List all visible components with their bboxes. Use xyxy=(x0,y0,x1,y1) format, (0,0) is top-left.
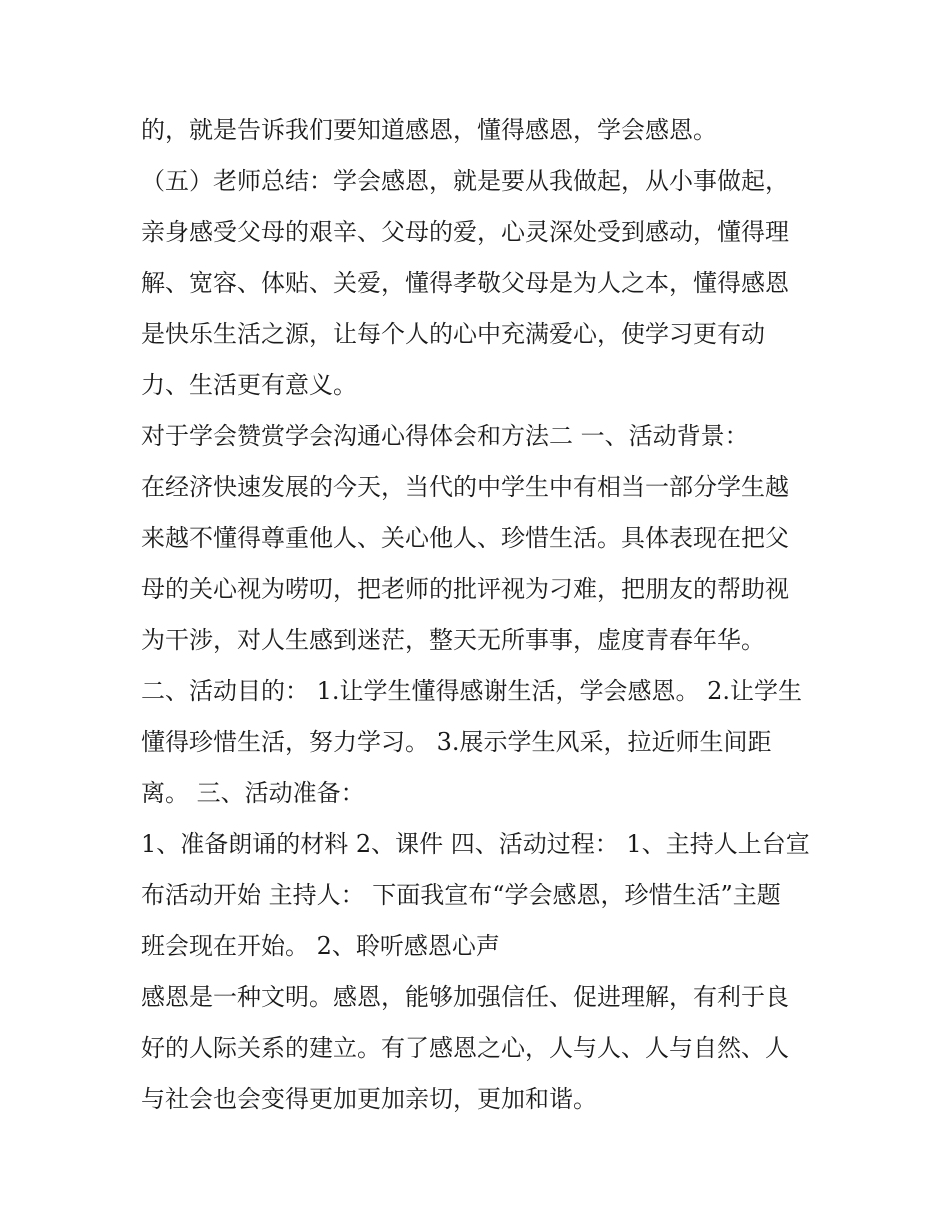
text-line: 二、活动目的： 1.让学生懂得感谢生活，学会感恩。 2.让学生 xyxy=(141,677,803,705)
text-line: （五）老师总结：学会感恩，就是要从我做起，从小事做起， xyxy=(141,167,789,195)
text-line: 离。 三、活动准备： xyxy=(141,779,365,807)
text-line: 好的人际关系的建立。有了感恩之心，人与人、人与自然、人 xyxy=(141,1034,789,1062)
text-line: 力、生活更有意义。 xyxy=(141,371,357,399)
text-line: 感恩是一种文明。感恩，能够加强信任、促进理解，有利于良 xyxy=(141,983,789,1011)
text-line: 解、宽容、体贴、关爱，懂得孝敬父母是为人之本，懂得感恩 xyxy=(141,269,789,297)
text-line: 为干涉，对人生感到迷茫，整天无所事事，虚度青春年华。 xyxy=(141,626,765,654)
text-line: 母的关心视为唠叨，把老师的批评视为刁难，把朋友的帮助视 xyxy=(141,575,789,603)
text-line: 1、准备朗诵的材料 2、课件 四、活动过程： 1、主持人上台宣 xyxy=(141,830,810,858)
text-line: 与社会也会变得更加更加亲切，更加和谐。 xyxy=(141,1085,597,1113)
text-line: 对于学会赞赏学会沟通心得体会和方法二 一、活动背景： xyxy=(141,422,749,450)
text-line: 布活动开始 主持人： 下面我宣布“学会感恩，珍惜生活”主题 xyxy=(141,881,781,909)
text-line: 懂得珍惜生活，努力学习。 3.展示学生风采，拉近师生间距 xyxy=(141,728,772,756)
text-line: 的，就是告诉我们要知道感恩，懂得感恩，学会感恩。 xyxy=(141,116,717,144)
text-line: 亲身感受父母的艰辛、父母的爱，心灵深处受到感动，懂得理 xyxy=(141,218,789,246)
text-line: 是快乐生活之源，让每个人的心中充满爱心，使学习更有动 xyxy=(141,320,765,348)
text-line: 在经济快速发展的今天，当代的中学生中有相当一部分学生越 xyxy=(141,473,789,501)
text-line: 班会现在开始。 2、聆听感恩心声 xyxy=(141,932,500,960)
text-line: 来越不懂得尊重他人、关心他人、珍惜生活。具体表现在把父 xyxy=(141,524,789,552)
